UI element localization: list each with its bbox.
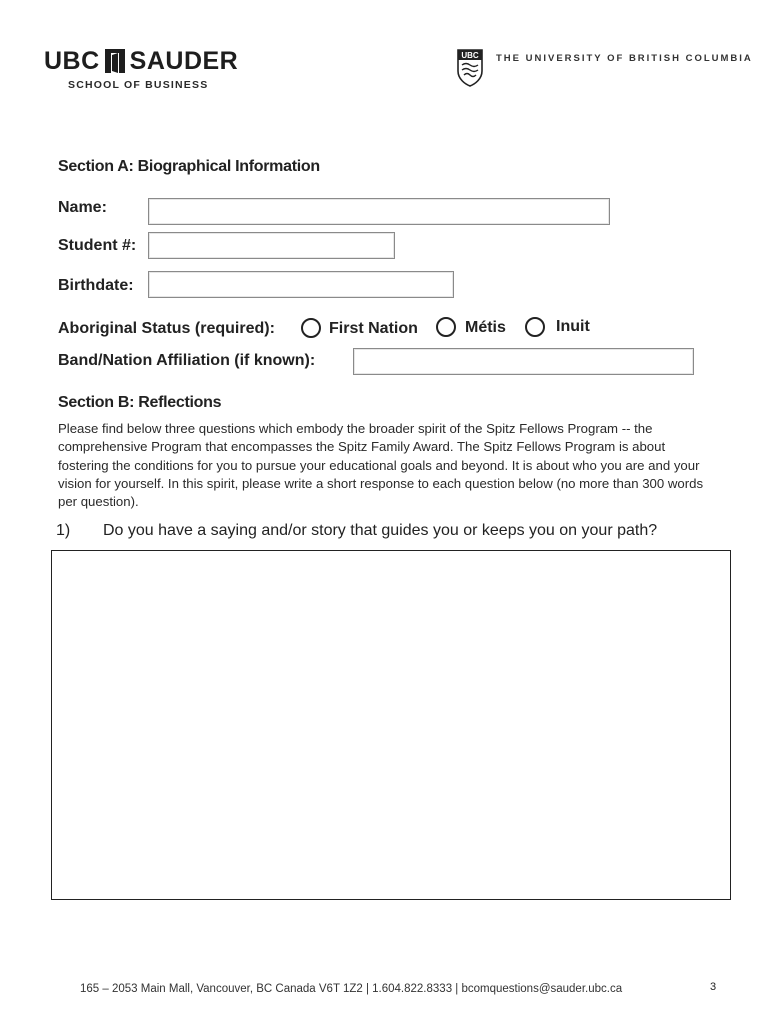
birthdate-input[interactable] xyxy=(148,271,454,298)
question-text: Do you have a saying and/or story that guides you or keeps you on your path? xyxy=(103,522,658,539)
ubc-crest-icon xyxy=(456,49,484,87)
section-b-title: Section B: Reflections xyxy=(58,394,222,411)
reflections-intro: Please find below three questions which embody the broader spirit of the Spitz Fellows Program -- the comprehensive Program that encompasses the Spitz Family Award. The Spitz Fellows Program is about fostering the conditions for you to pursue your educational goals and beyond. It is about who you are and your vision for yourself. In this spirit, please write a short response to each question below (no more than 300 words per question). xyxy=(58,421,704,510)
aboriginal-status-label: Aboriginal Status (required): xyxy=(58,320,275,337)
logo-ubc-text: UBC xyxy=(44,47,100,75)
footer-address: 165 – 2053 Main Mall, Vancouver, BC Canada V6T 1Z2 | 1.604.822.8333 | bcomquestions@sauder.ubc.ca xyxy=(80,983,623,995)
section-a-title: Section A: Biographical Information xyxy=(58,158,320,175)
band-affiliation-input[interactable] xyxy=(353,348,694,375)
first-nation-radio[interactable] xyxy=(301,318,321,338)
crest-ubc-text: UBC xyxy=(461,51,479,60)
answer-textarea[interactable] xyxy=(51,550,731,900)
student-number-input[interactable] xyxy=(148,232,395,259)
university-name: THE UNIVERSITY OF BRITISH COLUMBIA xyxy=(496,53,753,64)
metis-label: Métis xyxy=(465,319,506,336)
name-label: Name: xyxy=(58,199,107,216)
sauder-gate-icon xyxy=(105,49,125,73)
school-of-business-text: SCHOOL OF BUSINESS xyxy=(68,79,209,91)
inuit-radio[interactable] xyxy=(525,317,545,337)
inuit-label: Inuit xyxy=(556,318,590,335)
first-nation-label: First Nation xyxy=(329,320,418,337)
metis-radio[interactable] xyxy=(436,317,456,337)
logo-sauder-text: SAUDER xyxy=(129,47,239,75)
sauder-logo xyxy=(44,48,238,91)
birthdate-label: Birthdate: xyxy=(58,277,134,294)
question-number: 1) xyxy=(56,522,71,539)
page-number: 3 xyxy=(710,981,717,993)
student-number-label: Student #: xyxy=(58,237,137,254)
name-input[interactable] xyxy=(148,198,610,225)
band-affiliation-label: Band/Nation Affiliation (if known): xyxy=(58,352,316,369)
